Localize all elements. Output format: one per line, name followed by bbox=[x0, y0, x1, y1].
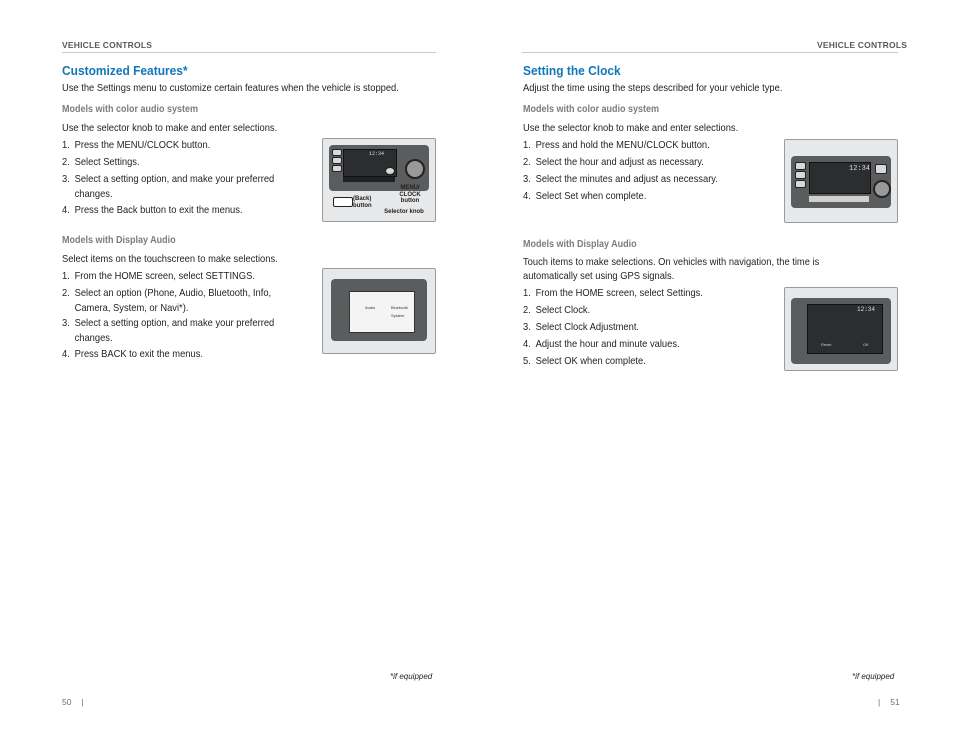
page-title: Setting the Clock bbox=[523, 63, 621, 78]
selector-knob-callout: Selector knob bbox=[384, 209, 424, 215]
menu-clock-button bbox=[385, 167, 395, 175]
lead-color-audio: Use the selector knob to make and enter selections. bbox=[523, 123, 739, 134]
intro-text: Use the Settings menu to customize certain features when the vehicle is stopped. bbox=[62, 83, 399, 94]
step-item: 4. Select Set when complete. bbox=[523, 191, 647, 202]
step-item: 4. Press the Back button to exit the menus. bbox=[62, 205, 243, 216]
unit-button bbox=[795, 171, 806, 179]
selector-knob bbox=[873, 180, 891, 198]
step-item: 2. Select Clock. bbox=[523, 305, 591, 316]
page-title: Customized Features* bbox=[62, 63, 188, 78]
reset-label: Reset bbox=[821, 342, 832, 347]
back-button-callout: (Back) button bbox=[353, 196, 372, 209]
screen-clock: 12:34 bbox=[369, 151, 385, 157]
step-item: 1. From the HOME screen, select SETTINGS. bbox=[62, 271, 255, 282]
header-rule bbox=[522, 52, 898, 53]
subhead-display-audio: Models with Display Audio bbox=[523, 239, 637, 250]
step-item: 3. Select a setting option, and make your preferred changes. bbox=[62, 318, 275, 344]
lead-display-audio: Select items on the touchscreen to make selections. bbox=[62, 254, 278, 265]
back-icon bbox=[333, 197, 353, 207]
step-item: 4. Press BACK to exit the menus. bbox=[62, 349, 203, 360]
lead-color-audio: Use the selector knob to make and enter selections. bbox=[62, 123, 278, 134]
unit-button bbox=[332, 165, 342, 172]
step-item: 1. From the HOME screen, select Settings. bbox=[523, 288, 703, 299]
subhead-color-audio: Models with color audio system bbox=[62, 104, 199, 115]
unit-button bbox=[875, 164, 887, 174]
intro-text: Adjust the time using the steps described for your vehicle type. bbox=[523, 83, 783, 94]
display-audio-figure bbox=[322, 268, 436, 354]
preset-strip bbox=[809, 196, 869, 202]
unit-button bbox=[332, 157, 342, 164]
preset-strip bbox=[343, 177, 395, 182]
display-screen bbox=[349, 291, 415, 333]
header-rule bbox=[62, 52, 436, 53]
step-item: 2. Select Settings. bbox=[62, 157, 140, 168]
right-page bbox=[480, 0, 960, 750]
screen-item-bluetooth: Bluetooth bbox=[391, 305, 408, 310]
footnote: *if equipped bbox=[390, 672, 433, 681]
step-item: 2. Select the hour and adjust as necessary. bbox=[523, 157, 704, 168]
footnote: *if equipped bbox=[852, 672, 895, 681]
lead-display-audio-line2: automatically set using GPS signals. bbox=[523, 271, 675, 282]
section-header: VEHICLE CONTROLS bbox=[62, 40, 153, 50]
step-item: 1. Press the MENU/CLOCK button. bbox=[62, 140, 211, 151]
menu-clock-callout: MENU/ CLOCK button bbox=[399, 185, 421, 204]
step-item: 2. Select an option (Phone, Audio, Bluetooth, Info, Camera, System, or Navi*). bbox=[62, 288, 272, 314]
screen-item-system: System bbox=[391, 313, 405, 318]
subhead-color-audio: Models with color audio system bbox=[523, 104, 660, 115]
page-number: | 51 bbox=[878, 697, 900, 707]
ok-label: OK bbox=[863, 342, 869, 347]
section-header: VEHICLE CONTROLS bbox=[817, 40, 908, 50]
clock-color-audio-figure bbox=[784, 139, 898, 223]
step-item: 3. Select Clock Adjustment. bbox=[523, 322, 640, 333]
color-audio-figure bbox=[322, 138, 436, 222]
step-item: 4. Adjust the hour and minute values. bbox=[523, 339, 680, 350]
unit-button bbox=[795, 162, 806, 170]
step-item: 3. Select the minutes and adjust as necessary. bbox=[523, 174, 718, 185]
screen-clock: 12:34 bbox=[849, 165, 871, 173]
step-item: 3. Select a setting option, and make your preferred changes. bbox=[62, 174, 275, 200]
step-item: 1. Press and hold the MENU/CLOCK button. bbox=[523, 140, 710, 151]
page-number: 50 | bbox=[62, 697, 84, 707]
screen-clock: 12:34 bbox=[857, 306, 876, 313]
clock-display-audio-figure bbox=[784, 287, 898, 371]
screen-item-audio: Audio bbox=[365, 305, 376, 310]
selector-knob bbox=[405, 159, 425, 179]
step-item: 5. Select OK when complete. bbox=[523, 356, 646, 367]
subhead-display-audio: Models with Display Audio bbox=[62, 235, 176, 246]
lead-display-audio-line1: Touch items to make selections. On vehicles with navigation, the time is bbox=[523, 257, 820, 268]
unit-button bbox=[795, 180, 806, 188]
unit-button bbox=[332, 149, 342, 156]
